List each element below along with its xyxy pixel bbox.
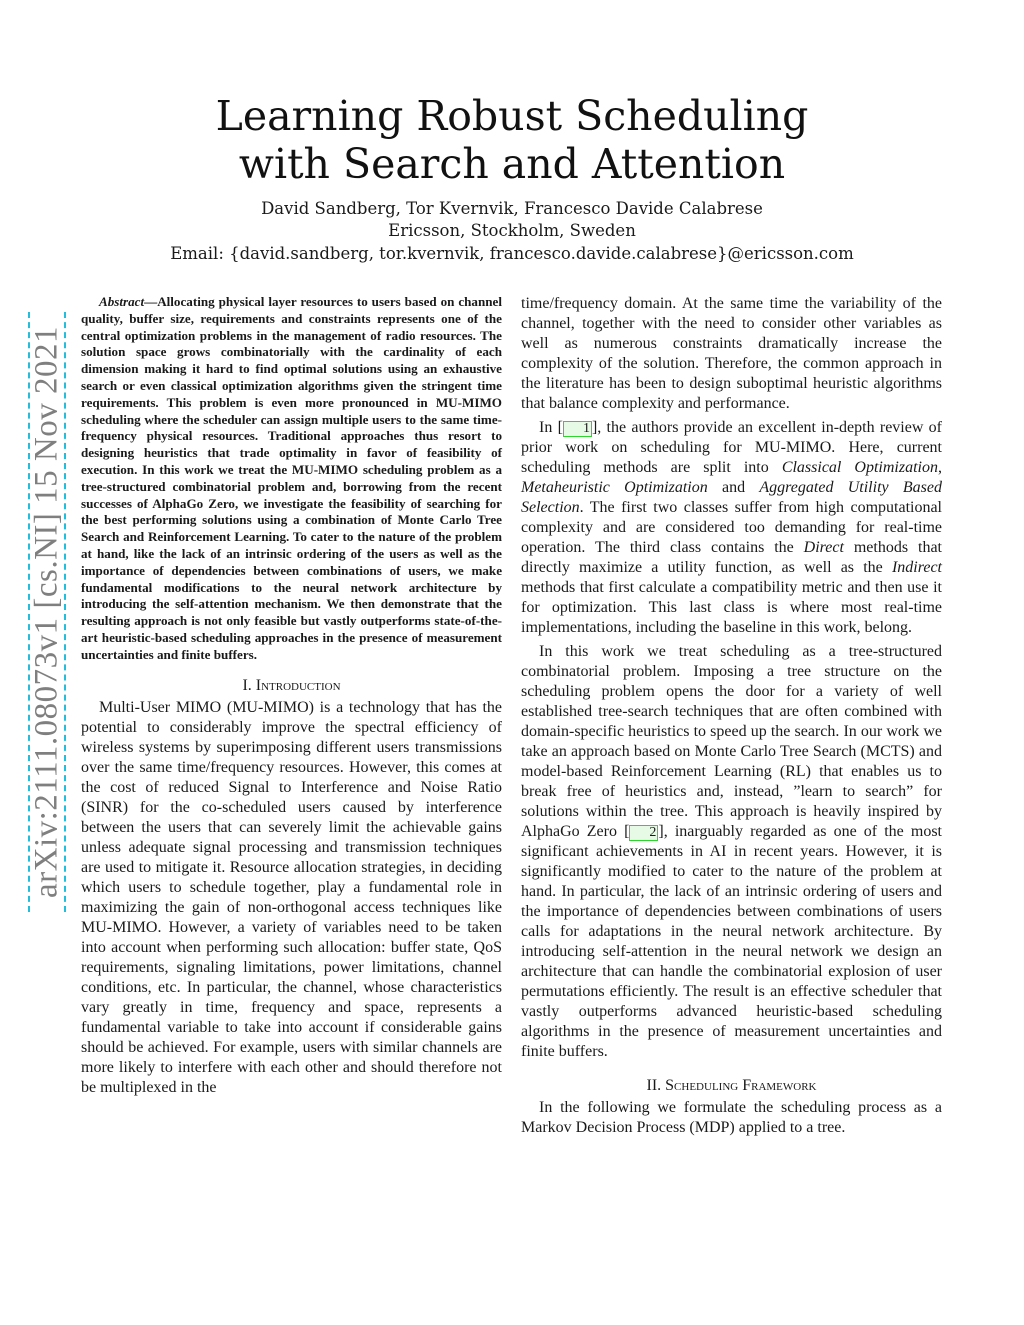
p2-text-g: methods that first calculate a compatibility metric and then use it for optimization. This last class is where most real-time implementations, including the baseline in this work, belong. — [521, 579, 942, 636]
abstract — [81, 294, 502, 664]
p2-text-e: . The first two classes suffer from high computational complexity and are considered too demanding for real-time operation. The third class contains the — [521, 499, 942, 556]
left-column — [81, 294, 502, 1102]
p2-italic-metaheuristic: Metaheuristic Optimization — [521, 479, 708, 496]
framework-paragraph-1: In the following we formulate the scheduling process as a Markov Decision Process (MDP) applied to a tree. — [521, 1099, 942, 1136]
section-heading-introduction: I. Introduction — [242, 676, 341, 694]
p3-text-b: ], inarguably regarded as one of the most significant achievements in AI in recent years. However, it is significantly modified to cater to the nature of the problem at hand. In particular, the lack of an intrinsic ordering of users and the importance of dependencies between combinations of users calls for adaptations in the neural network architecture. By introducing self-attention in the neural network we design an architecture that can handle the combinatorial explosion of user permutations efficiently. The result is an effective scheduler that vastly outperforms advanced heuristic-based scheduling algorithms in the presence of measurement uncertainties and finite buffers. — [521, 823, 943, 1060]
p2-text-f: methods that directly maximize a utility function, as well as the — [521, 539, 942, 576]
p2-italic-direct: Direct — [803, 539, 844, 556]
citation-link-2[interactable]: 2 — [629, 825, 658, 841]
p2-text-c: , — [938, 459, 942, 476]
intro-paragraph-3 — [521, 642, 942, 1062]
p2-italic-classical: Classical Optimization — [781, 459, 938, 476]
section-heading-scheduling-framework: II. Scheduling Framework — [646, 1077, 817, 1094]
p2-text-a: In [ — [539, 419, 563, 436]
paper-title — [0, 92, 1024, 188]
intro-paragraph-1-continued: time/frequency domain. At the same time the variability of the channel, together with the need to consider other variables as well as numerous constraints dramatically increase the complexity of the solution. Therefore, the common approach in the literature has been to design suboptimal heuristic algorithms that balance complexity and performance. — [521, 295, 942, 412]
title-line-1: Learning Robust Scheduling — [215, 92, 809, 140]
authors: David Sandberg, Tor Kvernvik, Francesco Davide Calabrese — [261, 199, 763, 218]
p2-text-b: ], the authors provide an excellent in-depth review of prior work on scheduling for MU-MIMO. Here, current scheduling methods are split into — [521, 419, 943, 476]
affiliation: Ericsson, Stockholm, Sweden — [388, 221, 636, 240]
intro-paragraph-1: Multi-User MIMO (MU-MIMO) is a technology that has the potential to considerably improve the spectral efficiency of wireless systems by superimposing different users transmissions over the same time/frequency resources. However, this comes at the cost of reduced Signal to Interference and Noise Ratio (SINR) for the co-scheduled users caused by interference between the users that can severely limit the achievable gains unless adequate signal processing and transmission techniques are used to mitigate it. Resource allocation strategies, in deciding which users to schedule together, play a fundamental role in maximizing the gain of non-orthogonal access techniques like MU-MIMO. However, a variety of variables need to be taken into account when performing such allocation: buffer state, QoS requirements, signaling limitations, power limitations, channel conditions, etc. In particular, the channel, whose characteristics vary greatly in time, frequency and space, represents a fundamental variable to take into account if considerable gains should be achieved. For example, users with similar channels are more likely to interfere with each other and should therefore not be multiplexed in the — [81, 698, 502, 1096]
intro-paragraph-2 — [521, 418, 942, 638]
abstract-text: Allocating physical layer resources to users based on channel quality, buffer size, requirements and constraints represents one of the central optimization problems in the management of radio resources. The solution space grows combinatorially with the cardinality of each dimension making it hard to find optimal solutions using an exhaustive search or even classical optimization algorithms given the stringent time requirements. This problem is even more pronounced in MU-MIMO scheduling where the scheduler can assign multiple users to the same time-frequency physical resources. Traditional approaches thus resort to designing heuristics that trade optimality in favor of feasibility of execution. In this work we treat the MU-MIMO scheduling problem as a tree-structured combinatorial problem and, borrowing from the recent successes of AlphaGo Zero, we investigate the feasibility of searching for the best performing solutions using a combination of Monte Carlo Tree Search and Reinforcement Learning. To cater to the nature of the problem at hand, like the lack of an intrinsic ordering of the users as well as the importance of dependencies between combinations of users, we make fundamental modifications to the neural network architecture by introducing the self-attention mechanism. We then demonstrate that the resulting approach is not only feasible but vastly outperforms state-of-the-art heuristic-based scheduling approaches in the presence of measurement uncertainties and finite buffers. — [81, 294, 502, 662]
citation-link-1[interactable]: 1 — [563, 421, 592, 437]
p2-italic-aggregated: Aggregated Utility Based Selection — [521, 479, 942, 516]
email: Email: {david.sandberg, tor.kvernvik, francesco.davide.calabrese}@ericsson.com — [170, 244, 854, 263]
p3-text-a: In this work we treat scheduling as a tree-structured combinatorial problem. Imposing a tree structure on the scheduling problem opens the door for a variety of well established tree-search techniques that are often combined with domain-specific heuristics to speed up the search. In our work we take an approach based on Monte Carlo Tree Search (MCTS) and model-based Reinforcement Learning (RL) that enables us to break free of heuristics and, instead, ”learn to search” for solutions within the tree. This approach is heavily inspired by AlphaGo Zero [ — [521, 643, 942, 840]
arxiv-stamp: arXiv:2111.08073v1 [cs.NI] 15 Nov 2021 — [28, 326, 65, 898]
p2-text-d: and — [707, 479, 760, 496]
title-line-2: with Search and Attention — [238, 140, 786, 188]
right-column — [521, 294, 942, 1142]
abstract-dash: — — [144, 294, 158, 309]
p2-italic-indirect: Indirect — [891, 559, 942, 576]
abstract-label: Abstract — [99, 294, 145, 309]
